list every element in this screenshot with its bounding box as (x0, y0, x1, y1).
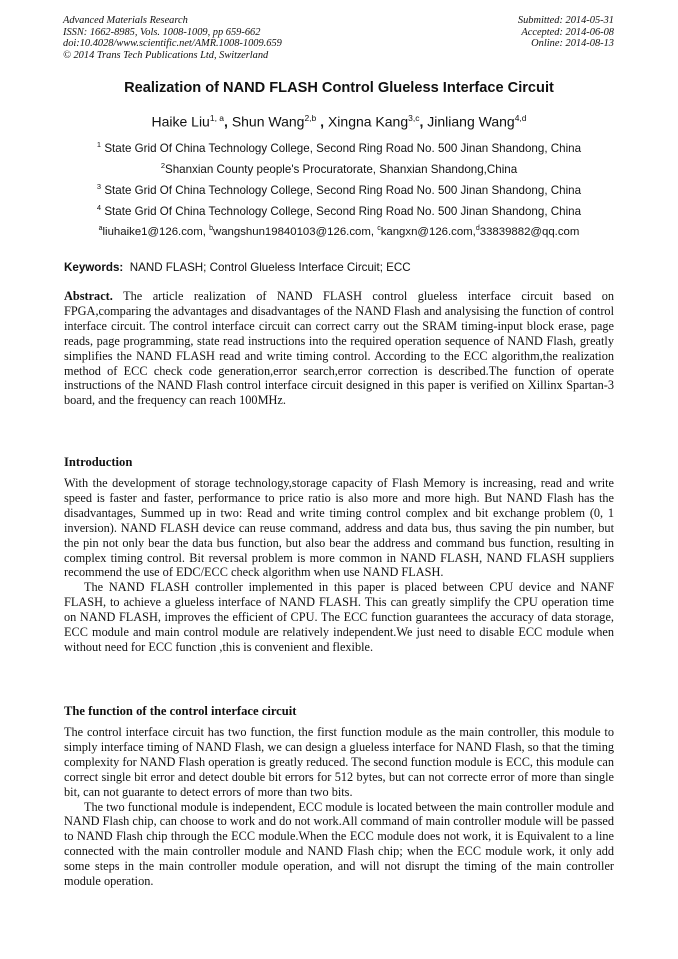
accepted-date: Accepted: 2014-06-08 (521, 26, 614, 38)
submitted-date: Submitted: 2014-05-31 (517, 15, 614, 26)
email-link[interactable]: liuhaike1@126.com, (102, 225, 210, 238)
function-body (64, 725, 614, 889)
paragraph: With the development of storage technology,storage capacity of Flash Memory is increasing, read and write speed is faster and faster, performance to price ratio is also more and more high. But NAND Flash has the disadvantages, Summed up in two: Read and write timing control complex and bit exchange problem (0, 1 inversion). NAND FLASH device can reuse command, address and data bus, thus saving the pin number, but the pin not only bear the data bus function, but also bear the address and command bus function, resulting in complex timing control. Bit reversal problem is more common in NAND FLASH, NAND FLASH suppliers recommend the use of EDC/ECC check algorithm when use NAND FLASH. (64, 476, 614, 580)
email-sup: c (377, 225, 381, 232)
journal-name: Advanced Materials Research (63, 15, 188, 26)
abstract (64, 289, 614, 408)
affiliation-sup: 4 (96, 203, 102, 212)
email-sup: d (475, 225, 480, 232)
keywords-label: Keywords: (64, 261, 124, 274)
affiliation (0, 140, 678, 155)
affiliation-text: State Grid Of China Technology College, Second Ring Road No. 500 Jinan Shandong, China (104, 183, 582, 197)
abstract-label: Abstract. (64, 289, 113, 303)
email-link[interactable]: kangxn@126.com, (380, 225, 476, 238)
function-heading: The function of the control interface circuit (64, 704, 297, 718)
keywords (64, 261, 411, 274)
introduction-heading: Introduction (64, 455, 133, 469)
author-sup: 1, a (209, 113, 225, 123)
affiliation (0, 182, 678, 197)
email-link[interactable]: wangshun19840103@126.com, (212, 225, 378, 238)
author-name: Haike Liu (151, 113, 210, 130)
author-sup: 2,b (304, 113, 317, 123)
journal-doi: doi:10.4028/www.scientific.net/AMR.1008-1009.659 (63, 38, 282, 50)
online-date: Online: 2014-08-13 (531, 38, 614, 50)
introduction-body (64, 476, 614, 655)
author-name: Jinliang Wang (427, 113, 515, 130)
affiliation-sup: 1 (96, 140, 102, 149)
author-name: Xingna Kang (327, 113, 409, 130)
keywords-text: NAND FLASH; Control Glueless Interface Circuit; ECC (129, 261, 411, 274)
email-sup: a (98, 225, 103, 232)
affiliation (0, 203, 678, 218)
journal-info (63, 15, 282, 61)
email-sup: b (209, 225, 213, 232)
affiliation-text: State Grid Of China Technology College, Second Ring Road No. 500 Jinan Shandong, China (104, 141, 582, 155)
email-link[interactable]: 33839882@qq.com (479, 225, 580, 238)
affiliation-text: State Grid Of China Technology College, Second Ring Road No. 500 Jinan Shandong, China (104, 204, 582, 218)
submission-dates (518, 15, 614, 50)
affiliation-sup: 2 (160, 161, 165, 170)
abstract-text: The article realization of NAND FLASH control glueless interface circuit based on FPGA,comparing the advantages and disadvantages of the NAND Flash and analysising the function of control interface circuit. The control interface circuit can correct carry out the SRAM timing-input block erase, page reads, page programming, state read instructions into the required operation sequence of NAND Flash, greatly simplifies the NAND FLASH read and write timing control. According to the ECC algorithm,the realization method of ECC check code generation,error search,error correction is described.The function of operate instructions of the NAND Flash control interface circuit designed in this paper is verified on Xillinx Spartan-3 board, and the frequency can reach 100MHz. (64, 289, 614, 408)
journal-copyright: © 2014 Trans Tech Publications Ltd, Switzerland (63, 49, 269, 61)
author-sup: 3,c (408, 113, 420, 123)
author-list: Haike Liu$^{1, a}$, Shun Wang$^{2,b}$ , Xingna Kang$^{3,c}$, Jinliang Wang$^{4,d}$ (151, 113, 527, 130)
journal-issn: ISSN: 1662-8985, Vols. 1008-1009, pp 659-662 (63, 26, 261, 38)
paragraph: The NAND FLASH controller implemented in this paper is placed between CPU device and NANF FLASH, to achieve a glueless interface of NAND FLASH. This can greatly simplify the CPU operation time on NAND FLASH, improves the efficient of CPU. The ECC function guarantees the accuracy of data storage, ECC module and main control module are relatively independent.We just need to disable ECC module when without need for ECC function ,this is convenient and flexible. (64, 580, 614, 654)
paper-title: Realization of NAND FLASH Control Glueless Interface Circuit (124, 80, 554, 96)
paragraph: The control interface circuit has two function, the first function module as the main controller, this module to simply interface timing of NAND Flash, we can design a glueless interface for NAND Flash, so that the timing complexity for NAND Flash operation is greatly reduced. The second function module is ECC, this module can correct single bit error and detect double bit errors for 512 bytes, but can not correcte error of more than single bit, can not guarante to detect errors of more than two bits. (64, 725, 614, 799)
author-name: Shun Wang (231, 113, 305, 130)
affiliation (0, 161, 678, 176)
affiliation-text: Shanxian County people's Procuratorate, Shanxian Shandong,China (164, 162, 518, 176)
paragraph: The two functional module is independent, ECC module is located between the main controller module and NAND Flash chip, can choose to work and do not work.All command of main controller module will be passed to NAND Flash chip through the ECC module.When the ECC module does not work, it is Equivalent to a line connected with the main controller module and NAND Flash chip; when the ECC module work, it only add some steps in the main controller module operation, and will not disrupt the timing of the main controller module operation. (64, 799, 614, 889)
author-emails (0, 225, 678, 238)
affiliation-sup: 3 (96, 182, 102, 191)
author-sup: 4,d (514, 113, 527, 123)
